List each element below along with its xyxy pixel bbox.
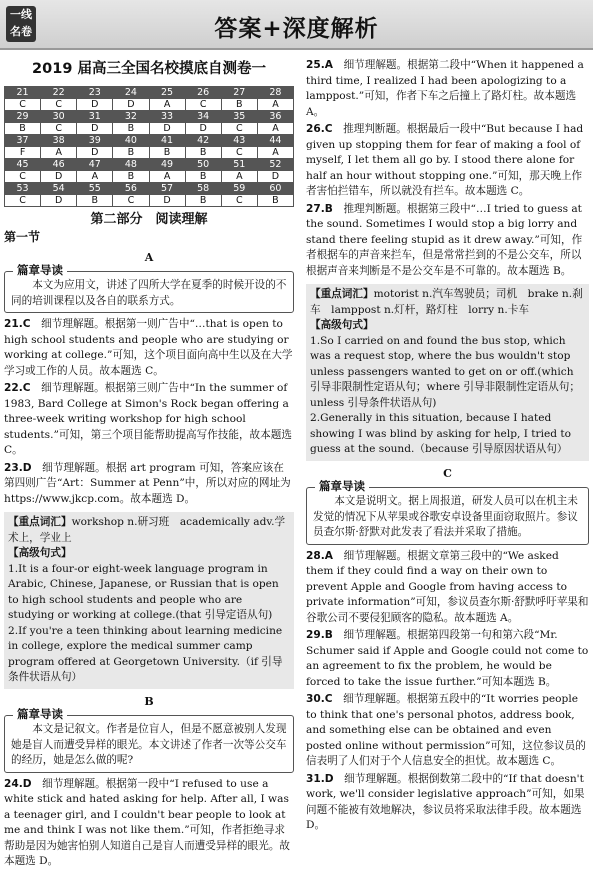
grid-cell: F bbox=[5, 146, 41, 158]
sentence-label: 【高级句式】 bbox=[8, 547, 72, 559]
grid-cell: 54 bbox=[41, 182, 77, 194]
question-text: 细节理解题。根据倒数第二段中的“If that doesn't work, we'll consider legislative approach”可知，如果问题不能被有效地解决，参议员将采取法律手段。故本题选 D。 bbox=[306, 772, 585, 831]
guide-box-a bbox=[4, 263, 294, 313]
grid-cell: B bbox=[113, 146, 149, 158]
question-item bbox=[306, 549, 589, 627]
question-list-a bbox=[4, 317, 294, 507]
grid-cell: 26 bbox=[185, 86, 221, 98]
question-item bbox=[4, 317, 294, 379]
grid-cell: A bbox=[149, 170, 185, 182]
question-number: 27.B bbox=[306, 202, 333, 215]
grid-cell: 47 bbox=[77, 158, 113, 170]
question-number: 21.C bbox=[4, 318, 31, 330]
sentence-label: 【高级句式】 bbox=[310, 319, 374, 331]
grid-cell: D bbox=[77, 146, 113, 158]
grid-cell: 33 bbox=[149, 110, 185, 122]
grid-cell: 57 bbox=[149, 182, 185, 194]
grid-cell: B bbox=[77, 194, 113, 206]
question-item bbox=[4, 777, 294, 870]
grid-cell: B bbox=[113, 170, 149, 182]
right-column bbox=[306, 56, 589, 836]
grid-cell: C bbox=[41, 98, 77, 110]
grid-cell: A bbox=[257, 98, 293, 110]
grid-cell: 30 bbox=[41, 110, 77, 122]
grid-cell: A bbox=[41, 146, 77, 158]
grid-number-row bbox=[5, 110, 294, 122]
question-number: 25.A bbox=[306, 59, 333, 71]
grid-cell: B bbox=[113, 122, 149, 134]
grid-answer-row bbox=[5, 98, 294, 110]
question-text: 细节理解题。根据第一段中“I refused to use a white stick and hated asking for help. After all, I was a teenager girl, and I couldn't bear people to look at me and think I was not like them.”可知，作者拒绝寻求帮助是因为她害怕别人知道自己是盲人而遭受异样的眼光。故本题选 D。 bbox=[4, 777, 291, 867]
question-list-b bbox=[306, 58, 589, 279]
grid-number-row bbox=[5, 182, 294, 194]
sentence-item: 1.So I carried on and found the bus stop, which was a request stop, where the bus wouldn't stop unless passengers wanted to get on or off.(which 引导非限制性定语从句；where 引导非限制性定语从句；unless 引导条件状语从句) bbox=[310, 334, 580, 409]
guide-text: 本文是记叙文。作者是位盲人，但是不愿意被别人发现她是盲人而遭受异样的眼光。本文讲述了作者一次等公交车的经历，她是怎么做的呢? bbox=[11, 723, 287, 766]
grid-cell: C bbox=[5, 170, 41, 182]
vocab-box-a bbox=[4, 512, 294, 689]
grid-cell: B bbox=[185, 146, 221, 158]
grid-cell: 22 bbox=[41, 86, 77, 98]
guide-box-b bbox=[4, 707, 294, 773]
question-number: 23.D bbox=[4, 461, 32, 474]
question-item bbox=[306, 202, 589, 280]
question-text: 细节理解题。根据第二段中“When it happened a third time, I realized I had been apologizing to a lamppost.”可知，作者下车之后撞上了路灯柱。故本题选 A。 bbox=[306, 59, 584, 118]
grid-cell: 59 bbox=[221, 182, 257, 194]
grid-cell: D bbox=[41, 194, 77, 206]
grid-cell: 44 bbox=[257, 134, 293, 146]
grid-cell: 31 bbox=[77, 110, 113, 122]
guide-title: 篇章导读 bbox=[13, 707, 67, 723]
grid-cell: 43 bbox=[221, 134, 257, 146]
grid-cell: 46 bbox=[41, 158, 77, 170]
grid-cell: 55 bbox=[77, 182, 113, 194]
grid-cell: B bbox=[185, 170, 221, 182]
question-text: 细节理解题。根据第三则广告中“In the summer of 1983, Bard College at Simon's Rock began offering a three-week writing workshop for high school students.”可知，第三个项目能帮助提高写作技能，故本题选 C。 bbox=[4, 382, 292, 456]
grid-cell: 29 bbox=[5, 110, 41, 122]
grid-cell: B bbox=[5, 122, 41, 134]
grid-cell: 35 bbox=[221, 110, 257, 122]
vocab-text: motorist n.汽车驾驶员；司机 brake n.刹车 lamppost n.灯杆，路灯柱 lorry n.卡车 bbox=[310, 288, 583, 316]
guide-box-c bbox=[306, 479, 589, 545]
left-column bbox=[4, 56, 294, 872]
grid-cell: A bbox=[257, 146, 293, 158]
grid-cell: C bbox=[221, 122, 257, 134]
question-text: 推理判断题。根据第三段中“…I tried to guess at the sound. Sometimes I would stop a big lorry and stand there feeling stupid as it drew away.”可知，作者根据车的声音来拦车，但是常常拦到的不是公交车，所以根据声音来判断是不是公交车是不可靠的。故本题选 B。 bbox=[306, 202, 583, 277]
grid-number-row bbox=[5, 158, 294, 170]
question-item bbox=[306, 122, 589, 200]
grid-cell: D bbox=[257, 170, 293, 182]
grid-cell: 25 bbox=[149, 86, 185, 98]
grid-cell: 23 bbox=[77, 86, 113, 98]
question-list-c bbox=[306, 549, 589, 834]
grid-cell: A bbox=[257, 122, 293, 134]
grid-number-row bbox=[5, 86, 294, 98]
grid-cell: A bbox=[221, 170, 257, 182]
grid-cell: 36 bbox=[257, 110, 293, 122]
guide-title: 篇章导读 bbox=[315, 479, 369, 495]
header-title: 答案+深度解析 bbox=[214, 16, 379, 42]
grid-cell: C bbox=[185, 98, 221, 110]
grid-cell: B bbox=[185, 194, 221, 206]
grid-number-row bbox=[5, 134, 294, 146]
question-text: 细节理解题。根据第一则广告中“…that is open to high school students and people who are studying or working at college.”可知，这个项目面向高中生以及在大学学习或工作的人员。故本题选 C。 bbox=[4, 318, 293, 377]
question-text: 细节理解题。根据第五段中的“It worries people to think that one's personal photos, address book, and something else can be obtained and even posted online without permission”可知，这位参议员的信表明了人们对于个人信息安全的担忧。故本题选 C。 bbox=[306, 693, 586, 767]
grid-cell: B bbox=[221, 98, 257, 110]
grid-cell: D bbox=[113, 98, 149, 110]
vocab-label: 【重点词汇】 bbox=[310, 288, 374, 300]
page-header bbox=[0, 0, 593, 50]
grid-answer-row bbox=[5, 146, 294, 158]
grid-cell: 37 bbox=[5, 134, 41, 146]
question-number: 30.C bbox=[306, 693, 333, 705]
grid-cell: 34 bbox=[185, 110, 221, 122]
passage-letter-b: B bbox=[144, 694, 154, 708]
grid-cell: 56 bbox=[113, 182, 149, 194]
grid-cell: C bbox=[5, 98, 41, 110]
grid-cell: D bbox=[149, 122, 185, 134]
question-number: 24.D bbox=[4, 777, 32, 790]
grid-cell: 53 bbox=[5, 182, 41, 194]
grid-cell: A bbox=[77, 170, 113, 182]
question-number: 22.C bbox=[4, 382, 31, 394]
question-text: 细节理解题。根据文章第三段中的“We asked them if they could find a way on their own to prevent Apple and Google from having access to private information”可知，参议员查尔斯·舒默呼吁苹果和谷歌公司不要侵犯顾客的隐私。故本题选 A。 bbox=[306, 549, 589, 624]
question-item bbox=[306, 772, 589, 834]
question-number: 31.D bbox=[306, 772, 334, 785]
grid-cell: 49 bbox=[149, 158, 185, 170]
question-item bbox=[4, 381, 294, 459]
grid-cell: C bbox=[221, 194, 257, 206]
grid-cell: 32 bbox=[113, 110, 149, 122]
grid-cell: 45 bbox=[5, 158, 41, 170]
vocab-box-b bbox=[306, 284, 589, 461]
grid-cell: 40 bbox=[113, 134, 149, 146]
question-item bbox=[4, 461, 294, 508]
grid-cell: C bbox=[41, 122, 77, 134]
grid-cell: B bbox=[257, 194, 293, 206]
grid-cell: 58 bbox=[185, 182, 221, 194]
grid-cell: 51 bbox=[221, 158, 257, 170]
sentence-item: 2.If you're a teen thinking about learning medicine in college, explore the medical summer camp program offered at Georgetown University.（if 引导条件状语从句） bbox=[8, 624, 283, 683]
grid-answer-row bbox=[5, 170, 294, 182]
sentence-item: 2.Generally in this situation, because I hated showing I was blind by asking for help, I tried to guess at the sound.（because 引导原因状语从句） bbox=[310, 412, 572, 455]
question-item bbox=[306, 692, 589, 770]
section-title: 第一节 bbox=[4, 230, 41, 244]
grid-answer-row bbox=[5, 194, 294, 206]
guide-text: 本文为应用文，讲述了四所大学在夏季的时候开设的不同的培训课程以及各自的联系方式。 bbox=[11, 279, 287, 307]
grid-cell: 21 bbox=[5, 86, 41, 98]
grid-cell: C bbox=[113, 194, 149, 206]
guide-text: 本文是说明文。据上周报道，研发人员可以在机主未发觉的情况下从苹果或谷歌安卓设备里面窃取照片。参议员查尔斯·舒默对此发表了看法并采取了措施。 bbox=[313, 495, 578, 538]
question-text: 细节理解题。根据 art program 可知，答案应该在第四则广告“Art：Summer at Penn”中，所以对应的网址为 https://www.jkcp.com。故本题选 D。 bbox=[4, 461, 291, 505]
question-text: 推理判断题。根据最后一段中“But because I had given up stopping them for fear of making a fool of myself, I let them all go by. I stood there alone for half an hour without stopping one.”可知，那天晚上作者害怕拦错车，所以就没有拦车。故本题选 C。 bbox=[306, 123, 584, 197]
badge-line-1: 一线 bbox=[10, 8, 32, 21]
question-number: 29.B bbox=[306, 629, 333, 641]
part-title: 第二部分 阅读理解 bbox=[90, 211, 208, 227]
question-number: 28.A bbox=[306, 549, 333, 562]
grid-cell: D bbox=[149, 194, 185, 206]
question-item bbox=[306, 58, 589, 120]
grid-cell: 60 bbox=[257, 182, 293, 194]
grid-cell: 50 bbox=[185, 158, 221, 170]
grid-cell: 39 bbox=[77, 134, 113, 146]
question-text: 细节理解题。根据第四段第一句和第六段“Mr. Schumer said if Apple and Google could not come to an agreement to fix the problem, he would be forced to take the issue further.”可知本题选 B。 bbox=[306, 629, 589, 688]
grid-cell: 27 bbox=[221, 86, 257, 98]
passage-letter-a: A bbox=[144, 250, 154, 264]
answer-grid bbox=[4, 86, 294, 207]
grid-cell: 41 bbox=[149, 134, 185, 146]
grid-cell: D bbox=[185, 122, 221, 134]
vocab-label: 【重点词汇】 bbox=[8, 516, 72, 528]
grid-cell: D bbox=[77, 122, 113, 134]
grid-cell: A bbox=[149, 98, 185, 110]
grid-cell: B bbox=[149, 146, 185, 158]
grid-answer-row bbox=[5, 122, 294, 134]
vocab-text: workshop n.研习班 academically adv.学术上，学业上 bbox=[8, 516, 286, 544]
grid-cell: 38 bbox=[41, 134, 77, 146]
grid-cell: 42 bbox=[185, 134, 221, 146]
grid-cell: C bbox=[5, 194, 41, 206]
grid-cell: D bbox=[41, 170, 77, 182]
question-number: 26.C bbox=[306, 123, 333, 135]
passage-letter-c: C bbox=[443, 466, 452, 480]
guide-title: 篇章导读 bbox=[13, 263, 67, 279]
grid-cell: D bbox=[77, 98, 113, 110]
grid-cell: 52 bbox=[257, 158, 293, 170]
grid-cell: C bbox=[221, 146, 257, 158]
exam-title: 2019 届高三全国名校摸底自测卷一 bbox=[32, 61, 266, 77]
grid-cell: 28 bbox=[257, 86, 293, 98]
question-item bbox=[306, 628, 589, 690]
sentence-item: 1.It is a four-or eight-week language program in Arabic, Chinese, Japanese, or Russian that is open to high school students and people who are studying or working at college.(that 引导定语从句) bbox=[8, 562, 279, 621]
badge-line-2: 名卷 bbox=[10, 25, 32, 38]
grid-cell: 48 bbox=[113, 158, 149, 170]
grid-cell: 24 bbox=[113, 86, 149, 98]
